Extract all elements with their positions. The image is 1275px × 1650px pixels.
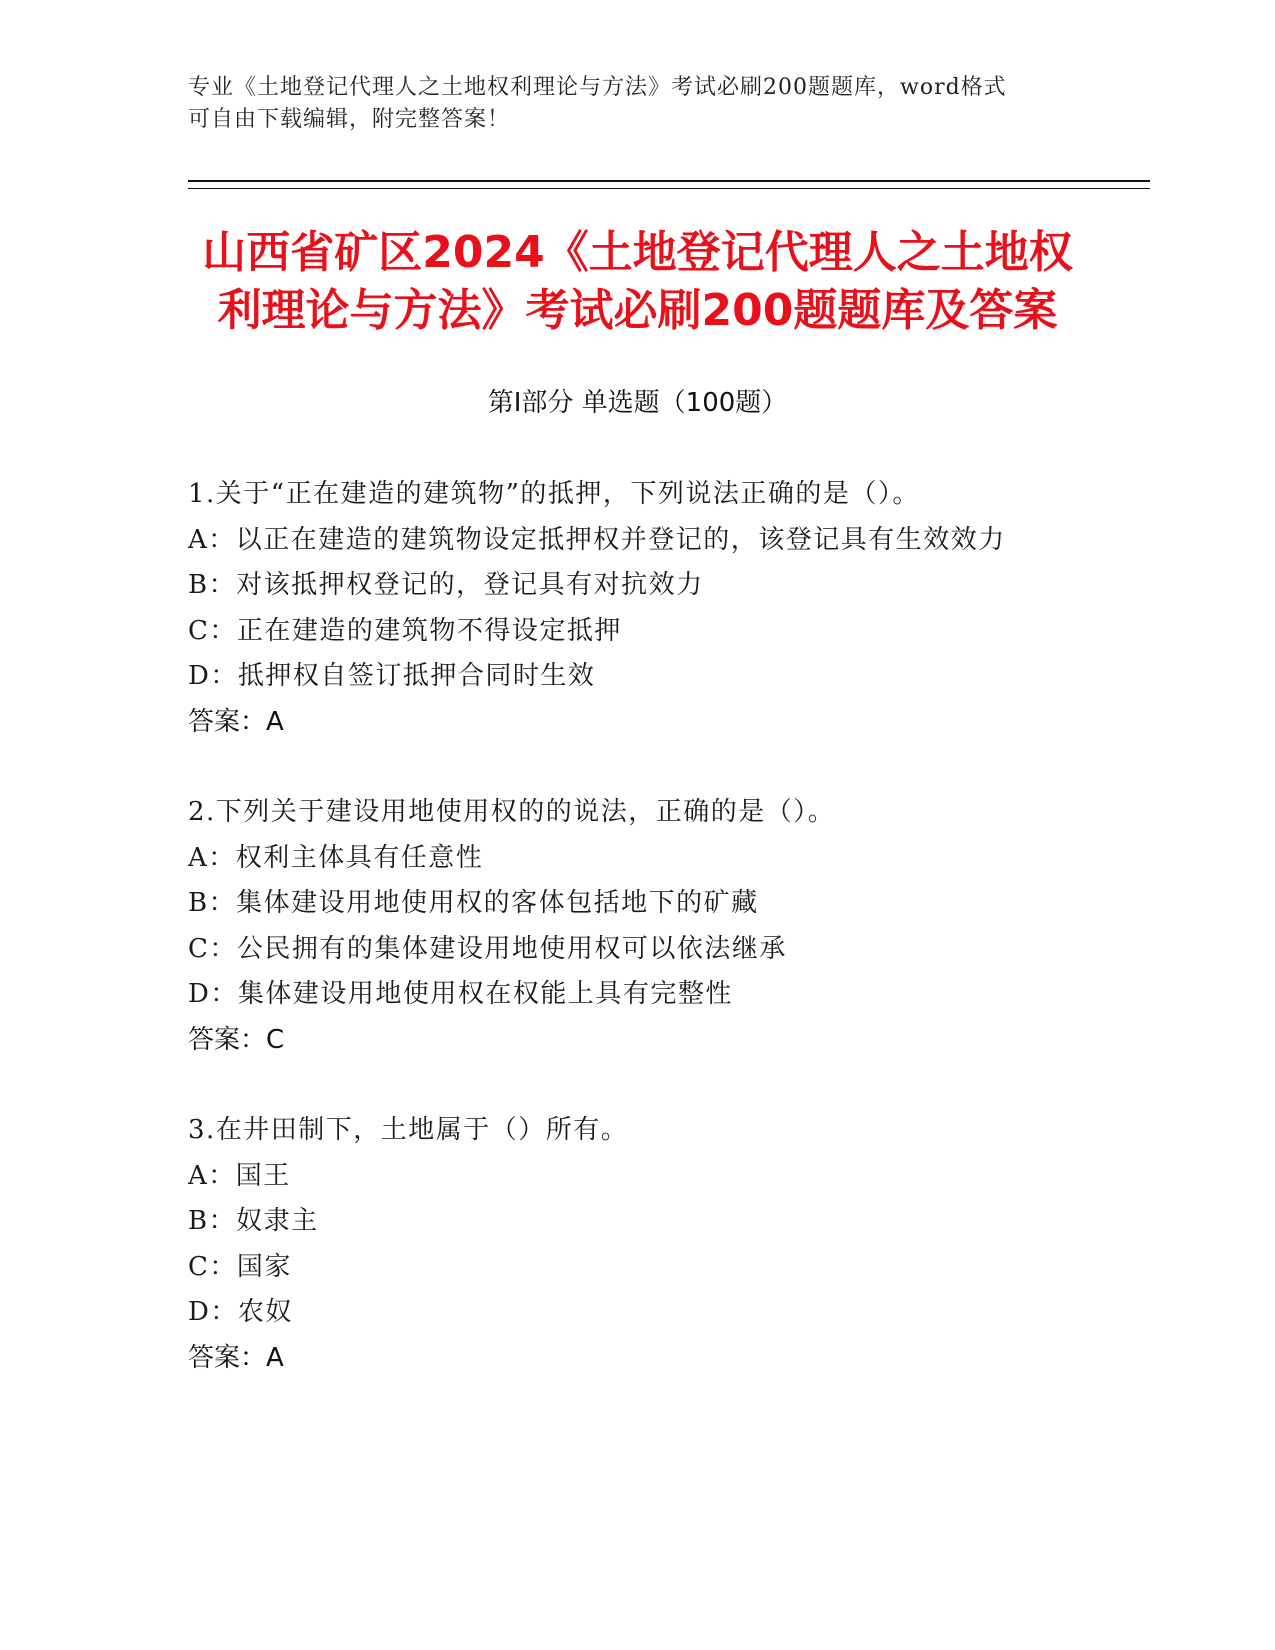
header-divider <box>188 180 1150 189</box>
answer: 答案：A <box>188 1342 284 1373</box>
option-b: B：集体建设用地使用权的客体包括地下的矿藏 <box>188 888 759 918</box>
option-d: D：抵押权自签订抵押合同时生效 <box>188 661 596 691</box>
question-3 <box>188 1108 1148 1381</box>
option-d: D：农奴 <box>188 1297 293 1327</box>
question-stem: 3.在井田制下，土地属于（）所有。 <box>188 1115 629 1145</box>
question-stem: 1.关于“正在建造的建筑物”的抵押，下列说法正确的是（）。 <box>188 479 920 509</box>
section-title: 第Ⅰ部分 单选题（100题） <box>487 388 788 418</box>
option-b: B：对该抵押权登记的，登记具有对抗效力 <box>188 570 704 600</box>
option-a: A：权利主体具有任意性 <box>188 842 484 873</box>
question-stem: 2.下列关于建设用地使用权的的说法，正确的是（）。 <box>188 797 836 827</box>
option-c: C：正在建造的建筑物不得设定抵押 <box>188 615 622 646</box>
document-title <box>150 224 1125 340</box>
question-2 <box>188 790 1148 1063</box>
option-a: A：以正在建造的建筑物设定抵押权并登记的，该登记具有生效效力 <box>188 524 1006 555</box>
option-b: B：奴隶主 <box>188 1206 319 1236</box>
option-d: D：集体建设用地使用权在权能上具有完整性 <box>188 979 733 1009</box>
option-c: C：公民拥有的集体建设用地使用权可以依法继承 <box>188 933 787 964</box>
header-note <box>188 72 1088 136</box>
header-note-line-2: 可自由下载编辑，附完整答案！ <box>188 107 511 132</box>
answer: 答案：C <box>188 1024 285 1055</box>
question-1 <box>188 472 1148 745</box>
option-c: C：国家 <box>188 1251 292 1282</box>
document-title-line-1: 山西省矿区2024《土地登记代理人之土地权 <box>202 227 1073 278</box>
option-a: A：国王 <box>188 1160 291 1191</box>
document-title-line-2: 利理论与方法》考试必刷200题题库及答案 <box>217 285 1058 336</box>
answer: 答案：A <box>188 706 284 737</box>
header-note-line-1: 专业《土地登记代理人之土地权利理论与方法》考试必刷200题题库，word格式 <box>188 75 1007 100</box>
